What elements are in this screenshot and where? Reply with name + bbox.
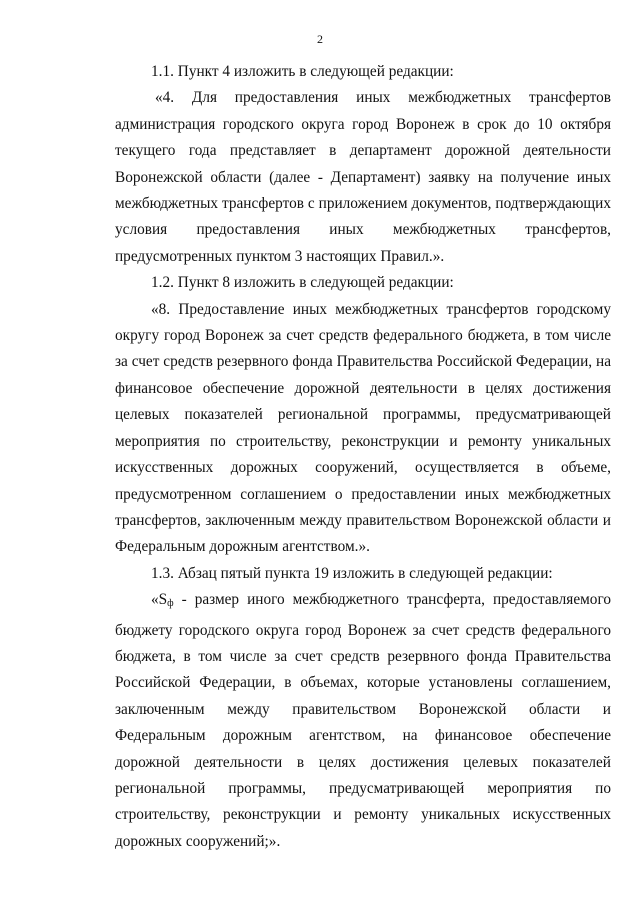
- formula-definition-text: - размер иного межбюджетного трансферта, предоставляемого бюджету городского округа город Воронеж за счет средств федерального бюджета, в том числе за счет средств резервного фонда Правительства Российской Федерации, в объемах, которые установлены соглашением, заключенным между правительством Воронежской области и Федеральным дорожным агентством, на финансовое обеспечение дорожной деятельности в целях достижения целевых показателей региональной программы, предусматривающей мероприятия по строительству, реконструкции и ремонту уникальных искусственных дорожных сооружений;».: [115, 591, 611, 850]
- paragraph-point-8-text: «8. Предоставление иных межбюджетных трансфертов городскому округу город Воронеж за счет средств федерального бюджета, в том числе за счет средств резервного фонда Правительства Российской Федерации, на финансовое обеспечение дорожной деятельности в целях достижения целевых показателей региональной программы, предусматривающей мероприятия по строительству, реконструкции и ремонту уникальных искусственных дорожных сооружений, осуществляется в объеме, предусмотренном соглашением о предоставлении иных межбюджетных трансфертов, заключенным между правительством Воронежской области и Федеральным дорожным агентством.».: [115, 300, 611, 556]
- paragraph-1-2-heading: 1.2. Пункт 8 изложить в следующей редакции:: [151, 274, 454, 292]
- document-body: [115, 59, 611, 855]
- paragraph-formula-definition: [115, 587, 611, 855]
- page-number: 2: [317, 32, 323, 46]
- paragraph-point-4-text: «4. Для предоставления иных межбюджетных трансфертов администрация городского округа город Воронеж в срок до 10 октября текущего года представляет в департамент дорожной деятельности Воронежской области (далее - Департамент) заявку на получение иных межбюджетных трансфертов с приложением документов, подтверждающих условия предоставления иных межбюджетных трансфертов, предусмотренных пунктом 3 настоящих Правил.».: [115, 89, 611, 265]
- formula-symbol: «S: [151, 591, 168, 609]
- paragraph-1-1-heading: 1.1. Пункт 4 изложить в следующей редакции:: [151, 63, 454, 80]
- formula-subscript: ф: [167, 598, 174, 610]
- paragraph-1-3-heading: 1.3. Абзац пятый пункта 19 изложить в следующей редакции:: [151, 564, 553, 582]
